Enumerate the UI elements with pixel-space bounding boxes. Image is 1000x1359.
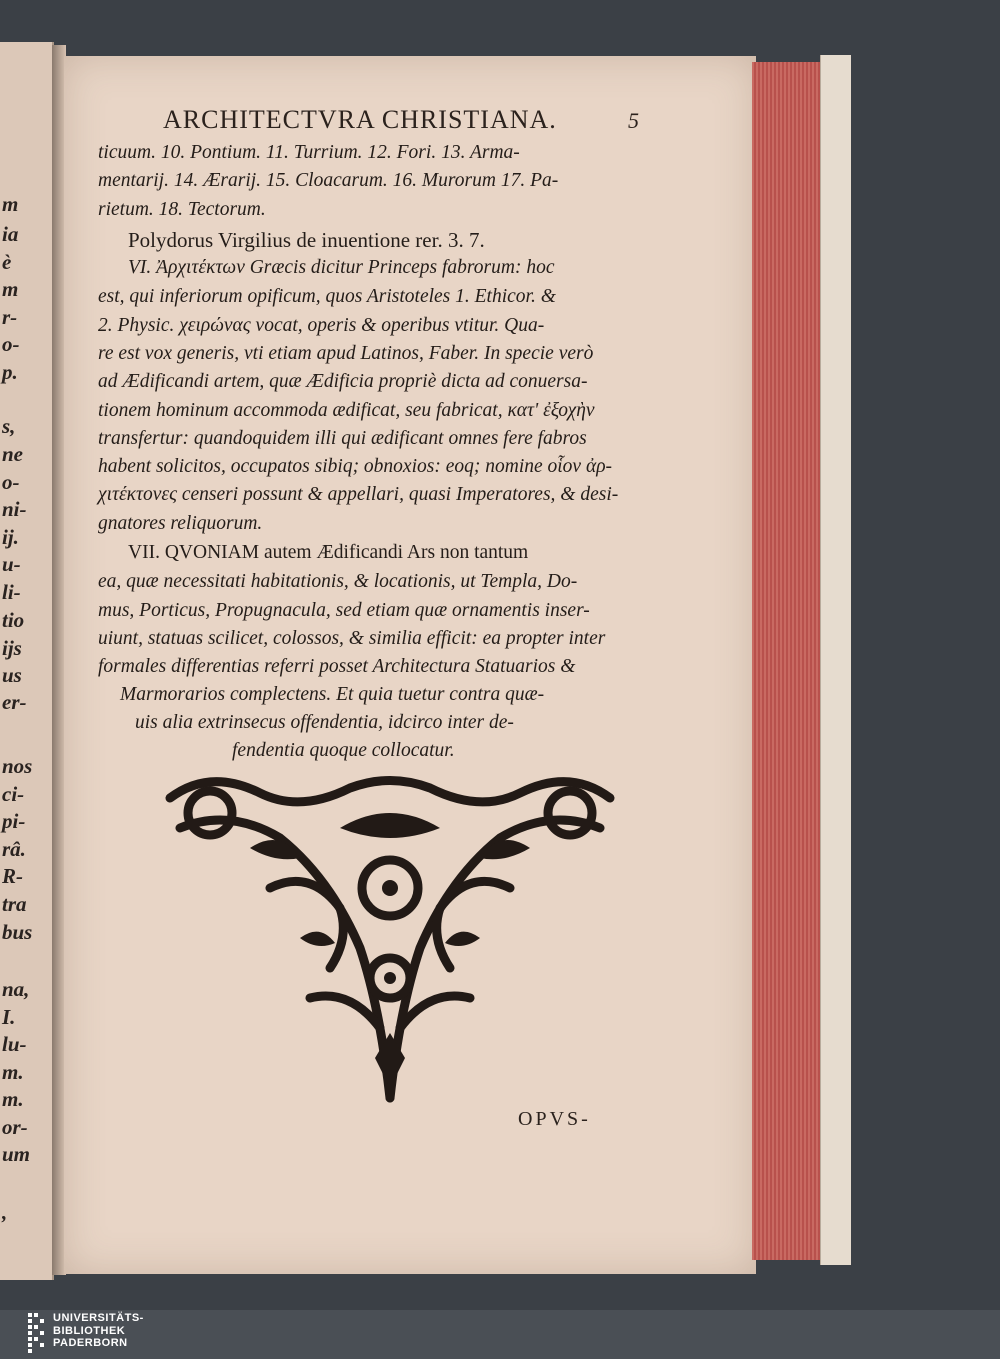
left-page-fragment: ia xyxy=(2,222,19,246)
left-page-fragment: o- xyxy=(2,470,20,494)
running-header: ARCHITECTVRA CHRISTIANA. xyxy=(163,105,557,134)
body-line: transfertur: quandoquidem illi qui ædificant omnes fere fabros xyxy=(98,428,587,449)
body-line: mentarij. 14. Ærarij. 15. Cloacarum. 16. Murorum 17. Pa- xyxy=(98,170,559,191)
left-page-fragment: m xyxy=(2,277,19,301)
left-page-fragment: or- xyxy=(2,1115,28,1139)
page-number: 5 xyxy=(628,108,639,133)
body-line: Marmorarios complectens. Et quia tuetur contra quæ- xyxy=(120,684,545,705)
left-page-edge xyxy=(0,42,54,1280)
left-page-fragment: p. xyxy=(2,360,18,384)
left-page-fragment: m xyxy=(2,192,19,216)
body-line: VI. Ἀρχιτέκτων Græcis dicitur Princeps fabrorum: hoc xyxy=(128,257,555,278)
body-line: rietum. 18. Tectorum. xyxy=(98,199,266,220)
body-line: ticuum. 10. Pontium. 11. Turrium. 12. Fori. 13. Arma- xyxy=(98,142,520,163)
catchword: OPVS- xyxy=(518,1108,591,1130)
body-line: ea, quæ necessitati habitationis, & locationis, ut Templa, Do- xyxy=(98,571,578,592)
body-line: formales differentias referri posset Architectura Statuarios & xyxy=(98,656,576,677)
left-page-fragment: li- xyxy=(2,580,21,604)
left-page-fragment: ni- xyxy=(2,497,27,521)
library-logo-icon xyxy=(26,1311,46,1357)
left-page-fragment: r- xyxy=(2,305,18,329)
book-cover-edge xyxy=(820,55,851,1265)
left-page-fragment: m. xyxy=(2,1087,24,1111)
left-page-fragment: ne xyxy=(2,442,23,466)
left-page-fragment: è xyxy=(2,250,12,274)
left-page-fragment: s, xyxy=(2,414,16,438)
left-page-fragment: tio xyxy=(2,608,25,632)
left-page-fragment: râ. xyxy=(2,837,26,861)
left-page-fragment: nos xyxy=(2,754,33,778)
footer-bar xyxy=(0,1310,1000,1359)
body-line: 2. Physic. χειρώνας vocat, operis & operibus vtitur. Qua- xyxy=(98,315,545,336)
left-page-fragment: na, xyxy=(2,977,30,1001)
printers-ornament xyxy=(150,768,630,1116)
left-page-fragment: er- xyxy=(2,690,27,714)
page-edges-red xyxy=(752,62,830,1260)
left-page-fragment: tra xyxy=(2,892,27,916)
body-line: tionem hominum accommoda ædificat, seu fabricat, κατ' ἐξοχὴν xyxy=(98,400,595,421)
left-page-fragment: lu- xyxy=(2,1032,27,1056)
body-line: habent solicitos, occupatos sibiq; obnoxios: eoq; nomine οἷον ἀρ- xyxy=(98,456,613,477)
left-page-fragment: I. xyxy=(2,1005,16,1029)
body-line: χιτέκτονες censeri possunt & appellari, quasi Imperatores, & desi- xyxy=(98,484,619,505)
left-page-fragment: u- xyxy=(2,552,21,576)
left-page-fragment: ij. xyxy=(2,525,19,549)
body-line: est, qui inferiorum opificum, quos Aristoteles 1. Ethicor. & xyxy=(98,286,556,307)
body-line: uiunt, statuas scilicet, colossos, & similia efficit: ea propter inter xyxy=(98,628,606,649)
body-line: re est vox generis, vti etiam apud Latinos, Faber. In specie verò xyxy=(98,343,594,364)
body-line: ad Ædificandi artem, quæ Ædificia propriè dicta ad conuersa- xyxy=(98,371,588,392)
library-name: UNIVERSITÄTS- BIBLIOTHEK PADERBORN xyxy=(53,1312,144,1349)
body-line: Polydorus Virgilius de inuentione rer. 3. 7. xyxy=(128,228,485,252)
left-page-fragment: R- xyxy=(2,864,23,888)
left-page-fragment: , xyxy=(2,1200,8,1224)
body-line: fendentia quoque collocatur. xyxy=(232,740,455,761)
left-page-fragment: bus xyxy=(2,920,33,944)
left-page-fragment: m. xyxy=(2,1060,24,1084)
body-line: mus, Porticus, Propugnacula, sed etiam quæ ornamentis inser- xyxy=(98,600,590,621)
left-page-fragment: us xyxy=(2,663,22,687)
left-page-fragment: o- xyxy=(2,332,20,356)
body-line: uis alia extrinsecus offendentia, idcirco inter de- xyxy=(135,712,514,733)
left-page-fragment: ijs xyxy=(2,636,22,660)
body-line: gnatores reliquorum. xyxy=(98,513,263,534)
left-page-fragment: ci- xyxy=(2,782,25,806)
left-page-fragment: um xyxy=(2,1142,31,1166)
body-line: VII. QVONIAM autem Ædificandi Ars non tantum xyxy=(128,542,529,563)
left-page-fragment: pi- xyxy=(2,809,26,833)
